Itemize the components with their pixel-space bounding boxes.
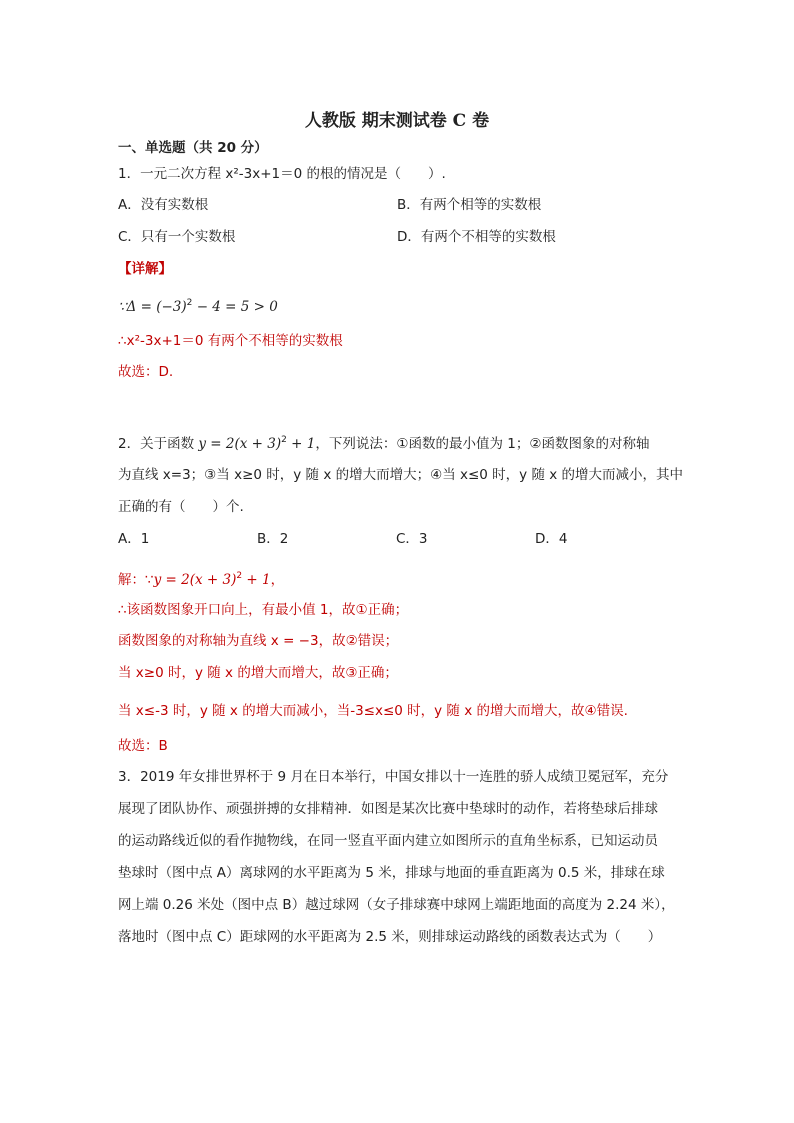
q2-function-exponent: 2 [281, 435, 287, 445]
q2-option-d: D．4 [535, 531, 568, 547]
q1-option-d: D．有两个不相等的实数根 [397, 229, 556, 245]
q2-option-b: B．2 [257, 531, 289, 547]
q2-solution-function-tail: + 1 [242, 572, 271, 588]
q2-solution-step-3: 当 x≥0 时，y 随 x 的增大而增大，故③正确； [118, 665, 398, 681]
q2-solution-step-1: ∴该函数图象开口向上，有最小值 1，故①正确； [118, 602, 409, 618]
q2-solution-head [118, 566, 284, 590]
q1-option-b: B．有两个相等的实数根 [397, 197, 542, 213]
section-heading: 一、单选题（共 20 分） [118, 140, 268, 156]
q2-line-3: 正确的有（ ）个. [118, 499, 244, 515]
q1-step-2: ∴x²-3x+1＝0 有两个不相等的实数根 [118, 333, 343, 349]
q3-line-2: 展现了团队协作、顽强拼搏的女排精神．如图是某次比赛中垫球时的动作，若将垫球后排球 [118, 801, 658, 817]
page-title: 人教版 期末测试卷 C 卷 [304, 111, 490, 131]
q1-option-c: C．只有一个实数根 [118, 229, 236, 245]
q1-detail-tag: 【详解】 [118, 261, 172, 277]
q3-line-5: 网上端 0.26 米处（图中点 B）越过球网（女子排球赛中球网上端距地面的高度为 2.24 米）， [118, 897, 675, 913]
q2-function-tail: + 1 [286, 436, 316, 452]
q2-line-1 [118, 430, 649, 454]
q1-step-1 [118, 293, 278, 317]
q3-line-6: 落地时（图中点 C）距球网的水平距离为 2.5 米，则排球运动路线的函数表达式为（ ） [118, 929, 662, 945]
q2-option-c: C．3 [396, 531, 428, 547]
q1-step-1-tail: − 4 = 5 > 0 [192, 299, 278, 315]
q1-option-a: A．没有实数根 [118, 197, 209, 213]
q1-step-1-exponent: 2 [186, 298, 193, 308]
q2-line-1-suffix: ，下列说法：①函数的最小值为 1；②函数图象的对称轴 [315, 436, 650, 452]
q1-answer: 故选：D. [118, 364, 174, 380]
q2-line-2: 为直线 x=3；③当 x≥0 时，y 随 x 的增大而增大；④当 x≤0 时，y 随 x 的增大而减小，其中 [118, 467, 684, 483]
q2-solution-function: y = 2(x + 3) [153, 572, 237, 588]
q2-answer: 故选：B [118, 738, 168, 754]
q1-step-1-main: ∵Δ = (−3) [118, 299, 187, 315]
q1-stem: 1．一元二次方程 x²-3x+1＝0 的根的情况是（ ）. [118, 166, 446, 182]
q3-line-1: 3．2019 年女排世界杯于 9 月在日本举行，中国女排以十一连胜的骄人成绩卫冕冠军，充分 [118, 769, 669, 785]
q2-line-1-prefix: 2．关于函数 [118, 436, 199, 452]
q2-solution-step-2: 函数图象的对称轴为直线 x = −3，故②错误； [118, 633, 399, 649]
q2-solution-suffix: ， [270, 572, 285, 588]
q2-solution-step-4: 当 x≤-3 时，y 随 x 的增大而减小，当-3≤x≤0 时，y 随 x 的增大而增大，故④错误. [118, 703, 628, 719]
q3-line-3: 的运动路线近似的看作抛物线，在同一竖直平面内建立如图所示的直角坐标系，已知运动员 [118, 833, 658, 849]
q2-solution-prefix: 解：∵ [118, 572, 154, 588]
q2-function: y = 2(x + 3) [198, 436, 282, 452]
q3-line-4: 垫球时（图中点 A）离球网的水平距离为 5 米，排球与地面的垂直距离为 0.5 米，排球在球 [118, 865, 665, 881]
q2-solution-function-exponent: 2 [236, 571, 243, 581]
q2-option-a: A．1 [118, 531, 150, 547]
